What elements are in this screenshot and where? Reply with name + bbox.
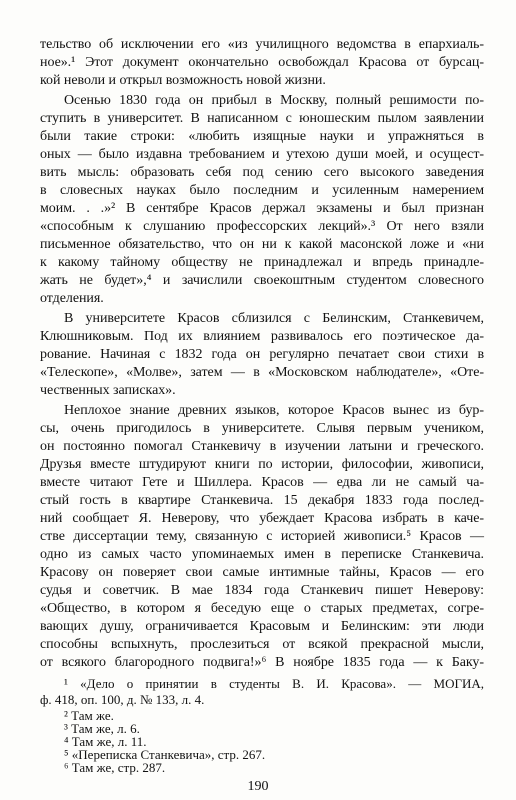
text-line: отделения. [40, 291, 104, 306]
footnote: ¹ «Дело о принятии в студенты В. И. Красова». — МОГИА, [64, 676, 484, 691]
text-line: стый гость в квартире Станкевича. 15 декабря 1833 года послед- [40, 493, 484, 508]
text-line: от всякого благородного подвига!»⁶ В ноябре 1835 года — к Баку- [40, 655, 484, 670]
text-line: жать не будет»,⁴ и зачислили своекоштным студентом словесного [40, 273, 484, 288]
footnote: ⁵ «Переписка Станкевича», стр. 267. [64, 747, 266, 762]
text-line: он постоянно помогал Станкевичу в изучении латыни и греческого. [40, 439, 484, 454]
text-line: рование. Начиная с 1832 года он регулярно печатает свои стихи в [40, 347, 484, 362]
text-line: были такие строки: «любить изящные науки и упражняться в [40, 129, 484, 144]
text-line: Осенью 1830 года он прибыл в Москву, полный решимости по- [64, 93, 484, 108]
text-line: В университете Красов сблизился с Белинским, Станкевичем, [64, 311, 484, 326]
text-line: «способным к слушанию профессорских лекций».³ От него взяли [40, 219, 484, 234]
text-line: Друзья вместе штудируют книги по истории, философии, живописи, [40, 457, 484, 472]
text-line: способны вспыхнуть, прослезиться от всякой прекрасной мысли, [40, 637, 484, 652]
text-line: вместе читают Гете и Шиллера. Красов — едва ли не самый ча- [40, 475, 484, 490]
footnote: ³ Там же, л. 6. [64, 721, 140, 736]
text-line: оных — было издавна требованием и утехою души моей, и осущест- [40, 147, 484, 162]
text-line: вающих душу, ограничивается Красовым и Белинским: эти люди [40, 619, 484, 634]
footnote: ⁴ Там же, л. 11. [64, 734, 147, 749]
text-line: тельство об исключении его «из училищного ведомства в епархиаль- [40, 37, 484, 52]
footnote: ⁶ Там же, стр. 287. [64, 760, 166, 775]
text-line: сы, очень пригодилось в университете. Слывя первым учеником, [40, 421, 484, 436]
text-line: Красову он поверяет свои самые интимные тайны, Красов — его [40, 565, 484, 580]
text-line: одно из самых часто упоминаемых имен в переписке Станкевича. [40, 547, 484, 562]
text-line: судья и советчик. В мае 1834 года Станкевич пишет Неверову: [40, 583, 484, 598]
text-line: к какому тайному обществу не принадлежал и впредь принадле- [40, 255, 484, 270]
text-line: моим. . .»² В сентябре Красов держал экзамены и был признан [40, 201, 484, 216]
text-line: чественных записках». [40, 383, 176, 398]
text-line: в словесных науках было последним и усиленным намерением [40, 183, 484, 198]
footnote: ф. 418, оп. 100, д. № 133, л. 4. [40, 692, 205, 707]
text-line: «Общество, в котором я беседую еще о старых предметах, согре- [40, 601, 484, 616]
text-line: Клюшниковым. Под их влиянием развивалось его поэтическое да- [40, 329, 484, 344]
text-line: кой неволи и открыл возможность новой жизни. [40, 73, 326, 88]
text-line: вить мысль: образовать себя под сению сего высокого заведения [40, 165, 484, 180]
text-line: стве диссертации тему, связанную с историей живописи.⁵ Красов — [40, 529, 484, 544]
text-line: ний сообщает Я. Неверову, что убеждает Красова избрать в каче- [40, 511, 484, 526]
footnote: ² Там же. [64, 708, 114, 723]
text-line: ступить в университет. В написанном с юношеским пылом заявлении [40, 111, 484, 126]
page-number: 190 [247, 779, 269, 794]
text-line: «Телескопе», «Молве», затем — в «Московском наблюдателе», «Оте- [40, 365, 484, 380]
text-line: ное».¹ Этот документ окончательно освобождал Красова от бурсац- [40, 55, 484, 70]
text-line: письменное обязательство, что он ни к какой масонской ложе и «ни [40, 237, 484, 252]
text-line: Неплохое знание древних языков, которое Красов вынес из бур- [64, 403, 484, 418]
